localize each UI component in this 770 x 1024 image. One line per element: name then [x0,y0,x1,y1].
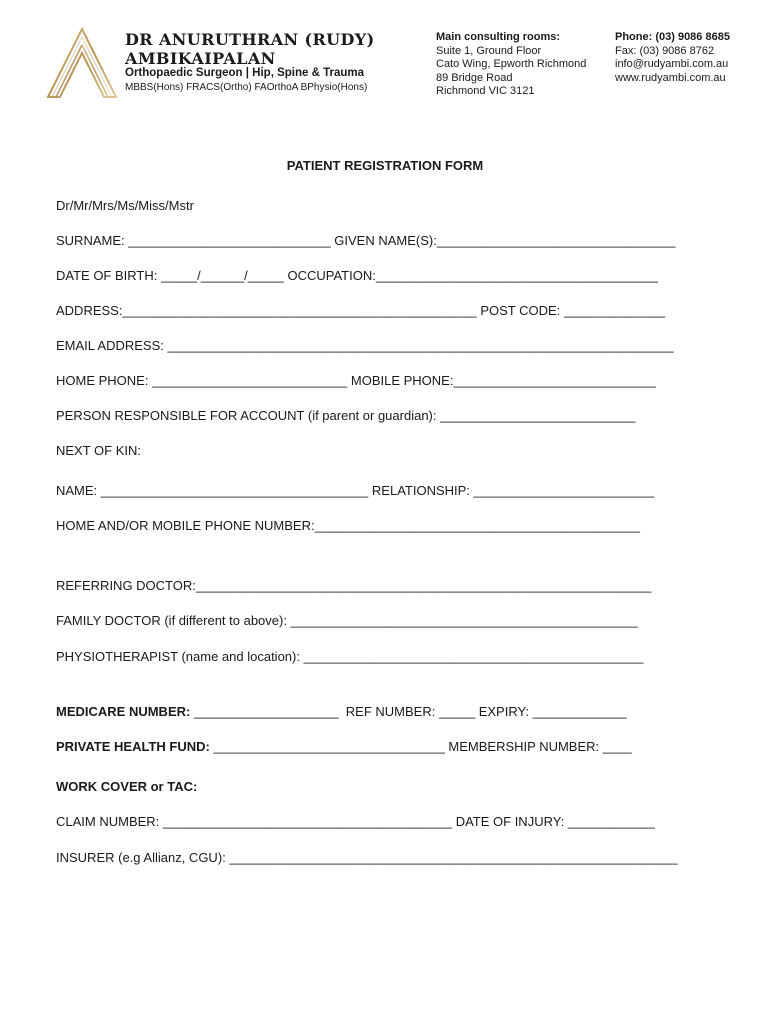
insurer-field[interactable]: INSURER (e.g Allianz, CGU): ______________________________________________________________ [56,850,678,865]
email-address: info@rudyambi.com.au [615,58,729,70]
email-address-field[interactable]: EMAIL ADDRESS: ______________________________________________________________________ [56,338,674,353]
referring-doctor-field[interactable]: REFERRING DOCTOR:_______________________________________________________________ [56,578,652,593]
health-fund-label: PRIVATE HEALTH FUND: [56,739,210,754]
work-cover-heading: WORK COVER or TAC: [56,779,198,794]
salutation-line[interactable]: Dr/Mr/Mrs/Ms/Miss/Mstr [56,198,194,213]
fax-number: Fax: (03) 9086 8762 [615,44,715,57]
doctor-name-line1: DR ANURUTHRAN (RUDY) [125,30,375,49]
address-postcode-field[interactable]: ADDRESS:_________________________________________________ POST CODE: ______________ [56,303,666,318]
phone-number: Phone: (03) 9086 8685 [615,31,730,43]
rooms-line: Cato Wing, Epworth Richmond [436,58,587,70]
doctor-name-line2: AMBIKAIPALAN [125,49,276,68]
contact-details [615,31,730,85]
physiotherapist-field[interactable]: PHYSIOTHERAPIST (name and location): _______________________________________________ [56,649,644,664]
claim-injury-field[interactable]: CLAIM NUMBER: ________________________________________ DATE OF INJURY: ____________ [56,814,655,829]
specialty: Orthopaedic Surgeon | Hip, Spine & Trauma [125,67,365,79]
letterhead [0,0,770,110]
home-mobile-phone-field[interactable]: HOME PHONE: ___________________________ MOBILE PHONE:____________________________ [56,373,656,388]
kin-name-relationship-field[interactable]: NAME: _____________________________________ RELATIONSHIP: _________________________ [56,483,655,498]
family-doctor-field[interactable]: FAMILY DOCTOR (if different to above): ________________________________________________ [56,613,638,628]
rooms-line: 89 Bridge Road [436,71,513,84]
medicare-row[interactable] [56,703,627,721]
medicare-ref-expiry-fields[interactable]: ____________________ REF NUMBER: _____ EXPIRY: _____________ [190,704,627,719]
website: www.rudyambi.com.au [615,71,726,84]
surname-given-name-field[interactable]: SURNAME: ____________________________ GIVEN NAME(S):_________________________________ [56,233,676,248]
next-of-kin-heading: NEXT OF KIN: [56,443,141,458]
rooms-heading: Main consulting rooms: [436,31,561,43]
form-title: PATIENT REGISTRATION FORM [286,158,484,173]
medicare-label: MEDICARE NUMBER: [56,704,191,719]
qualifications: MBBS(Hons) FRACS(Ortho) FAOrthoA BPhysio(Hons) [125,82,368,93]
person-responsible-field[interactable]: PERSON RESPONSIBLE FOR ACCOUNT (if parent or guardian): ___________________________ [56,408,636,423]
health-fund-membership-fields[interactable]: ________________________________ MEMBERSHIP NUMBER: ____ [209,739,632,754]
triangle-a-logo-icon [46,27,118,99]
rooms-line: Suite 1, Ground Floor [436,44,542,57]
kin-phone-field[interactable]: HOME AND/OR MOBILE PHONE NUMBER:_____________________________________________ [56,518,640,533]
consulting-rooms [436,31,586,99]
rooms-line: Richmond VIC 3121 [436,85,535,97]
health-fund-row[interactable] [56,738,632,756]
dob-occupation-field[interactable]: DATE OF BIRTH: _____/______/_____ OCCUPATION:_______________________________________ [56,268,658,283]
